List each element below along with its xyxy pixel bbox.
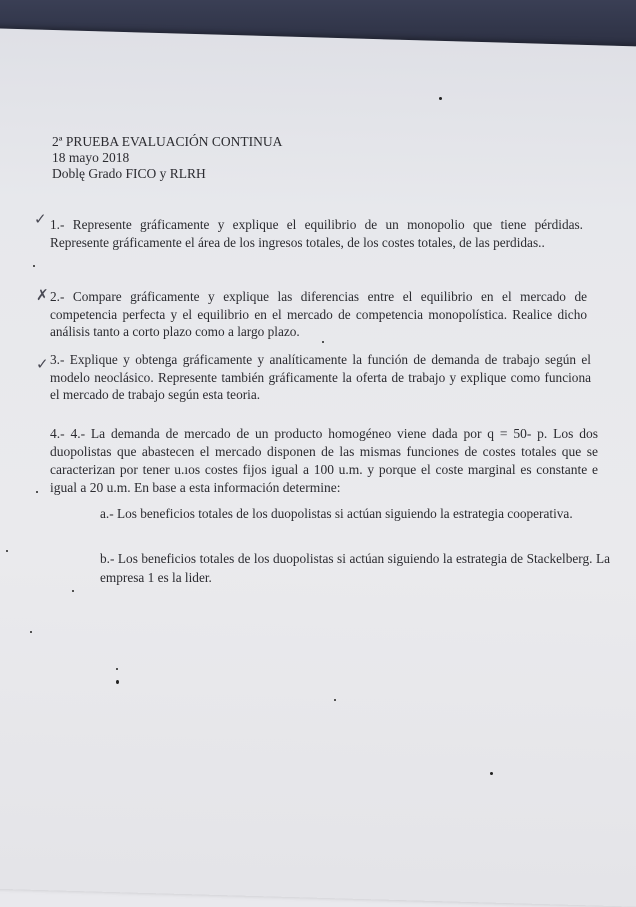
question-3 bbox=[50, 351, 591, 404]
check-mark-icon: ✓ bbox=[36, 355, 49, 373]
question-4-text: 4.- 4.- La demanda de mercado de un producto homogéneo viene dada por q = 50- p. Los dos duopolistas que abastecen el mercado disponen de las mismas funciones de costes totales que se caracterizan por tener u.ıos costes fijos igual a 100 u.m. y porque el coste marginal es constante e igual a 20 u.m. En base a esta información determine: bbox=[50, 426, 598, 495]
subitem-a-text: a.- Los beneficios totales de los duopolistas si actúan siguiendo la estrategia cooperativa. bbox=[100, 506, 573, 521]
question-1-text: 1.- Represente gráficamente y explique el equilibrio de un monopolio que tiene pérdidas. Represente gráficamente el área de los ingresos totales, de los costes totales, de las perdidas.. bbox=[50, 217, 583, 250]
question-3-text: 3.- Explique y obtenga gráficamente y analíticamente la función de demanda de trabajo según el modelo neoclásico. Represente también gráficamente la oferta de trabajo y explique como funciona el mercado de trabajo según esta teoria. bbox=[50, 352, 591, 402]
speck bbox=[116, 680, 119, 684]
speck bbox=[72, 590, 74, 592]
speck bbox=[322, 341, 324, 343]
exam-header bbox=[52, 134, 282, 182]
question-2 bbox=[50, 288, 587, 341]
subitem-b bbox=[100, 549, 610, 587]
subitem-a bbox=[100, 505, 608, 523]
speck bbox=[334, 699, 336, 701]
check-mark-icon: ✓ bbox=[34, 210, 47, 228]
exam-date: 18 mayo 2018 bbox=[52, 150, 130, 165]
question-2-text: 2.- Compare gráficamente y explique las diferencias entre el equilibrio en el mercado de competencia perfecta y el equilibrio en el mercado de competencia monopolística. Realice dicho análisis tanto a corto plazo como a largo plazo. bbox=[50, 289, 587, 339]
exam-degree: Doblę Grado FICO y RLRH bbox=[52, 166, 206, 181]
speck bbox=[439, 97, 442, 100]
cross-mark-icon: ✗ bbox=[36, 286, 49, 304]
speck bbox=[116, 668, 118, 670]
speck bbox=[30, 631, 32, 633]
speck bbox=[36, 491, 38, 493]
speck bbox=[490, 772, 493, 775]
speck bbox=[6, 550, 8, 552]
speck bbox=[33, 265, 35, 267]
subitem-b-text: b.- Los beneficios totales de los duopolistas si actúan siguiendo la estrategia de Stackelberg. La empresa 1 es la lider. bbox=[100, 551, 610, 585]
question-4 bbox=[50, 425, 598, 497]
exam-title: 2ª PRUEBA EVALUACIÓN CONTINUA bbox=[52, 134, 283, 149]
question-1 bbox=[50, 216, 583, 251]
